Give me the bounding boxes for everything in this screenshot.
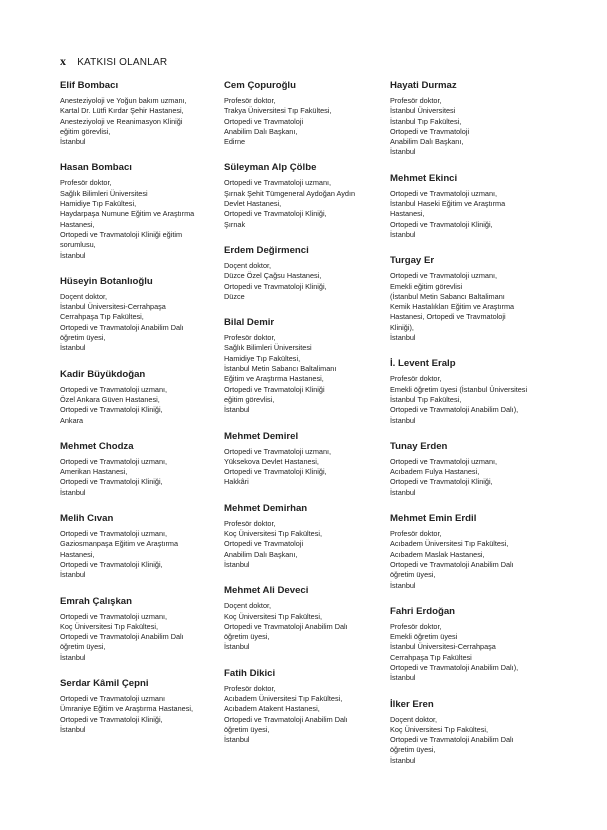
affiliation-line: Ortopedi ve Travmatoloji uzmanı,: [390, 188, 498, 198]
contributor-entry: [224, 317, 389, 415]
affiliation-line: Devlet Hastanesi,: [224, 199, 282, 209]
affiliation-line: Gaziosmanpaşa Eğitim ve Araştırma: [60, 539, 179, 549]
contributor-name: Mehmet Demirel: [224, 430, 299, 442]
affiliation-line: Hastanesi,: [60, 549, 95, 559]
contributor-name: Hüseyin Botanlıoğlu: [60, 275, 153, 287]
affiliation-line: İstanbul: [390, 580, 416, 590]
affiliation-line: İstanbul: [224, 735, 250, 745]
affiliation-line: Sağlık Bilimleri Üniversitesi: [224, 343, 312, 353]
affiliation-line: Trakya Üniversitesi Tıp Fakültesi,: [224, 106, 332, 116]
affiliation-line: İstanbul: [390, 147, 416, 157]
contributor-affiliation: [60, 292, 225, 354]
affiliation-line: Ortopedi ve Travmatoloji Kliniği,: [390, 477, 493, 487]
affiliation-line: İstanbul: [60, 487, 86, 497]
affiliation-line: öğretim üyesi,: [224, 632, 270, 642]
affiliation-line: Ortopedi ve Travmatoloji uzmanı,: [224, 446, 332, 456]
affiliation-line: Emekli öğretim üyesi: [390, 632, 458, 642]
affiliation-line: İstanbul: [390, 755, 416, 765]
affiliation-line: Hastanesi, Ortopedi ve Travmatoloji: [390, 312, 506, 322]
affiliation-line: Ortopedi ve Travmatoloji uzmanı,: [60, 384, 168, 394]
affiliation-line: İstanbul: [224, 405, 250, 415]
affiliation-line: Profesör doktor,: [224, 96, 276, 105]
affiliation-line: Koç Üniversitesi Tıp Fakültesi,: [60, 621, 159, 631]
affiliation-line: Doçent doktor,: [60, 291, 108, 301]
contributor-name: İlker Eren: [390, 698, 434, 710]
affiliation-line: İstanbul: [60, 250, 86, 260]
affiliation-line: Anabilim Dalı Başkanı,: [224, 549, 298, 559]
contributor-entry: [390, 606, 555, 684]
section-title: KATKISI OLANLAR: [77, 57, 168, 68]
affiliation-line: Profesör doktor,: [390, 621, 442, 631]
affiliation-line: İstanbul Tıp Fakültesi,: [390, 116, 462, 126]
affiliation-line: Ortopedi ve Travmatoloji Kliniği,: [60, 477, 163, 487]
affiliation-line: Anesteziyoloji ve Yoğun bakım uzmanı,: [60, 96, 187, 105]
affiliation-line: Amerikan Hastanesi,: [60, 467, 128, 477]
contributor-name: Elif Bombacı: [60, 80, 119, 91]
affiliation-line: Koç Üniversitesi Tıp Fakültesi,: [390, 724, 489, 734]
affiliation-line: Ortopedi ve Travmatoloji: [224, 539, 304, 549]
contributor-affiliation: [390, 374, 555, 425]
affiliation-line: Profesör doktor,: [224, 333, 276, 343]
affiliation-line: Ümraniye Eğitim ve Araştırma Hastanesi,: [60, 704, 194, 714]
contributor-affiliation: [60, 529, 225, 580]
affiliation-line: Hamidiye Tıp Fakültesi,: [224, 353, 301, 363]
contributor-name: Fatih Dikici: [224, 667, 276, 679]
contributor-affiliation: [60, 457, 225, 498]
contributor-affiliation: [224, 519, 389, 570]
contributor-affiliation: [224, 96, 389, 147]
contributor-affiliation: [60, 694, 225, 735]
affiliation-line: İstanbul Üniversitesi-Cerrahpaşa: [390, 642, 496, 652]
contributor-affiliation: [60, 612, 225, 663]
affiliation-line: Ortopedi ve Travmatoloji Anabilim Dalı: [60, 322, 184, 332]
contributor-entry: [390, 173, 555, 240]
affiliation-line: öğretim üyesi,: [60, 642, 106, 652]
contributor-name: Mehmet Ekinci: [390, 172, 458, 184]
affiliation-line: İstanbul: [60, 724, 86, 734]
affiliation-line: Ortopedi ve Travmatoloji: [390, 126, 470, 136]
affiliation-line: Ortopedi ve Travmatoloji uzmanı,: [390, 456, 498, 466]
contributor-affiliation: [390, 457, 555, 498]
affiliation-line: Anabilim Dalı Başkanı,: [390, 137, 464, 147]
contributor-name: Emrah Çalışkan: [60, 595, 132, 607]
affiliation-line: Anabilim Dalı Başkanı,: [224, 126, 298, 136]
affiliation-line: İstanbul: [390, 229, 416, 239]
affiliation-line: Acıbadem Üniversitesi Tıp Fakültesi,: [224, 693, 343, 703]
affiliation-line: Ortopedi ve Travmatoloji Kliniği,: [224, 281, 327, 291]
affiliation-line: Acıbadem Fulya Hastanesi,: [390, 467, 480, 477]
contributor-name: Mehmet Demirhan: [224, 502, 308, 514]
affiliation-line: Cerrahpaşa Tıp Fakültesi: [390, 652, 472, 662]
affiliation-line: İstanbul: [60, 652, 86, 662]
affiliation-line: Acıbadem Atakent Hastanesi,: [224, 704, 320, 714]
affiliation-line: İstanbul: [390, 673, 416, 683]
contributor-name: Fahri Erdoğan: [390, 605, 456, 617]
contributor-name: İ. Levent Eralp: [390, 358, 456, 370]
affiliation-line: Ortopedi ve Travmatoloji Kliniği eğitim: [60, 229, 183, 239]
affiliation-line: Cerrahpaşa Tıp Fakültesi,: [60, 312, 144, 322]
affiliation-line: Şırnak: [224, 219, 246, 229]
contributor-name: Erdem Değirmenci: [224, 244, 309, 256]
affiliation-line: Profesör doktor,: [224, 518, 276, 528]
contributor-entry: [224, 503, 389, 570]
affiliation-line: eğitim görevlisi,: [224, 394, 275, 404]
contributor-name: Bilal Demir: [224, 317, 275, 329]
contributor-name: Serdar Kâmil Çepni: [60, 677, 149, 689]
affiliation-line: Profesör doktor,: [390, 374, 442, 384]
affiliation-line: Kemik Hastalıkları Eğitim ve Araştırma: [390, 302, 515, 312]
running-header: [60, 54, 167, 69]
contributor-affiliation: [390, 189, 555, 240]
affiliation-line: (İstanbul Metin Sabancı Baltalimanı: [390, 291, 505, 301]
contributor-affiliation: [224, 601, 389, 652]
contributor-entry: [224, 162, 389, 229]
affiliation-line: öğretim üyesi,: [390, 745, 436, 755]
affiliation-line: Hakkâri: [224, 477, 249, 487]
affiliation-line: Ortopedi ve Travmatoloji Anabilim Dalı: [224, 714, 348, 724]
affiliation-line: İstanbul Üniversitesi: [390, 106, 456, 116]
affiliation-line: İstanbul: [390, 415, 416, 425]
contributor-entry: [390, 255, 555, 343]
affiliation-line: İstanbul: [224, 559, 250, 569]
affiliation-line: İstanbul: [60, 137, 86, 147]
affiliation-line: Anesteziyoloji ve Reanimasyon Kliniği: [60, 116, 183, 126]
affiliation-line: Ortopedi ve Travmatoloji Kliniği,: [224, 209, 327, 219]
contributor-affiliation: [224, 333, 389, 415]
affiliation-line: Ortopedi ve Travmatoloji Anabilim Dalı: [60, 632, 184, 642]
page-number: x: [60, 54, 67, 68]
contributor-entry: [224, 431, 389, 488]
affiliation-line: eğitim görevlisi,: [60, 126, 111, 136]
contributor-affiliation: [390, 96, 555, 158]
affiliation-line: öğretim üyesi,: [390, 570, 436, 580]
contributor-name: Melih Cıvan: [60, 513, 114, 525]
affiliation-line: Doçent doktor,: [224, 260, 272, 270]
contributor-entry: [60, 678, 225, 735]
affiliation-line: Ortopedi ve Travmatoloji uzmanı,: [60, 611, 168, 621]
affiliation-line: Acıbadem Üniversitesi Tıp Fakültesi,: [390, 539, 509, 549]
contributor-entry: [390, 80, 555, 158]
affiliation-line: Ortopedi ve Travmatoloji Anabilim Dalı),: [390, 662, 519, 672]
affiliation-line: Ortopedi ve Travmatoloji Anabilim Dalı: [390, 735, 514, 745]
affiliation-line: İstanbul Haseki Eğitim ve Araştırma: [390, 199, 506, 209]
affiliation-line: Emekli öğretim üyesi (İstanbul Üniversitesi: [390, 384, 528, 394]
affiliation-line: Ortopedi ve Travmatoloji uzmanı,: [60, 456, 168, 466]
affiliation-line: Hastanesi,: [60, 219, 95, 229]
contributor-entry: [390, 441, 555, 498]
contributor-name: Mehmet Ali Deveci: [224, 585, 309, 597]
affiliation-line: İstanbul: [60, 343, 86, 353]
affiliation-line: Ortopedi ve Travmatoloji: [224, 116, 304, 126]
contributor-entry: [60, 441, 225, 498]
affiliation-line: Sağlık Bilimleri Üniversitesi: [60, 188, 148, 198]
affiliation-line: Doçent doktor,: [224, 601, 272, 611]
affiliation-line: Ortopedi ve Travmatoloji Kliniği,: [60, 559, 163, 569]
affiliation-line: Koç Üniversitesi Tıp Fakültesi,: [224, 529, 323, 539]
affiliation-line: Haydarpaşa Numune Eğitim ve Araştırma: [60, 209, 195, 219]
contributor-affiliation: [224, 261, 389, 302]
contributor-entry: [60, 276, 225, 354]
affiliation-line: Edirne: [224, 137, 246, 147]
affiliation-line: Ortopedi ve Travmatoloji Kliniği,: [60, 714, 163, 724]
affiliation-line: Ortopedi ve Travmatoloji Kliniği,: [224, 467, 327, 477]
contributor-affiliation: [390, 622, 555, 684]
affiliation-line: Profesör doktor,: [60, 178, 112, 188]
affiliation-line: Koç Üniversitesi Tıp Fakültesi,: [224, 611, 323, 621]
affiliation-line: Acıbadem Maslak Hastanesi,: [390, 549, 485, 559]
affiliation-line: İstanbul Üniversitesi-Cerrahpaşa: [60, 302, 166, 312]
contributor-entry: [60, 80, 225, 147]
affiliation-line: Ankara: [60, 415, 84, 425]
affiliation-line: İstanbul Metin Sabancı Baltalimanı: [224, 364, 337, 374]
contributors-column-2: [224, 80, 389, 760]
affiliation-line: İstanbul Tıp Fakültesi,: [390, 394, 462, 404]
contributor-entry: [390, 358, 555, 425]
contributor-entry: [60, 162, 225, 260]
contributor-name: Kadir Büyükdoğan: [60, 368, 146, 380]
contributor-name: Süleyman Alp Çölbe: [224, 162, 317, 174]
contributor-entry: [390, 513, 555, 591]
affiliation-line: Doçent doktor,: [390, 714, 438, 724]
affiliation-line: Ortopedi ve Travmatoloji Kliniği,: [60, 405, 163, 415]
affiliation-line: İstanbul: [224, 642, 250, 652]
affiliation-line: Profesör doktor,: [390, 96, 442, 105]
contributor-entry: [224, 585, 389, 652]
affiliation-line: Düzce Özel Çağsu Hastanesi,: [224, 271, 322, 281]
contributor-affiliation: [224, 178, 389, 229]
affiliation-line: Ortopedi ve Travmatoloji Anabilim Dalı: [390, 559, 514, 569]
affiliation-line: Ortopedi ve Travmatoloji uzmanı,: [390, 271, 498, 281]
affiliation-line: Şırnak Şehit Tümgeneral Aydoğan Aydın: [224, 188, 356, 198]
affiliation-line: sorumlusu,: [60, 240, 96, 250]
affiliation-line: İstanbul: [60, 570, 86, 580]
affiliation-line: Ortopedi ve Travmatoloji Anabilim Dalı),: [390, 405, 519, 415]
contributor-affiliation: [60, 385, 225, 426]
contributors-column-3: [390, 80, 555, 781]
contributor-entry: [60, 596, 225, 663]
contributor-entry: [60, 369, 225, 426]
contributor-entry: [224, 668, 389, 746]
contributor-name: Tunay Erden: [390, 440, 448, 452]
contributors-column-1: [60, 80, 225, 750]
contributor-affiliation: [390, 715, 555, 766]
contributor-affiliation: [224, 684, 389, 746]
affiliation-line: Ortopedi ve Travmatoloji uzmanı,: [224, 178, 332, 188]
contributor-affiliation: [60, 178, 225, 260]
affiliation-line: Emekli eğitim görevlisi: [390, 281, 463, 291]
affiliation-line: Ortopedi ve Travmatoloji Kliniği,: [390, 219, 493, 229]
affiliation-line: Ortopedi ve Travmatoloji uzmanı: [60, 693, 166, 703]
contributor-entry: [390, 699, 555, 766]
affiliation-line: Hamidiye Tıp Fakültesi,: [60, 199, 137, 209]
contributor-name: Hasan Bombacı: [60, 162, 132, 174]
affiliation-line: Hastanesi,: [390, 209, 425, 219]
contributor-affiliation: [60, 96, 225, 147]
affiliation-line: Kliniği),: [390, 322, 414, 332]
affiliation-line: İstanbul: [390, 487, 416, 497]
contributor-entry: [224, 80, 389, 147]
contributor-name: Hayati Durmaz: [390, 80, 457, 91]
affiliation-line: Ortopedi ve Travmatoloji uzmanı,: [60, 529, 168, 539]
contributor-affiliation: [390, 271, 555, 343]
affiliation-line: Düzce: [224, 291, 245, 301]
affiliation-line: Kartal Dr. Lütfi Kırdar Şehir Hastanesi,: [60, 106, 184, 116]
contributor-entry: [60, 513, 225, 580]
affiliation-line: Profesör doktor,: [390, 529, 442, 539]
contributor-affiliation: [390, 529, 555, 591]
contributor-name: Mehmet Emin Erdil: [390, 513, 477, 525]
affiliation-line: öğretim üyesi,: [60, 333, 106, 343]
contributor-affiliation: [224, 447, 389, 488]
contributor-name: Mehmet Chodza: [60, 440, 134, 452]
affiliation-line: Profesör doktor,: [224, 683, 276, 693]
affiliation-line: Yüksekova Devlet Hastanesi,: [224, 456, 319, 466]
affiliation-line: Ortopedi ve Travmatoloji Kliniği: [224, 384, 325, 394]
affiliation-line: öğretim üyesi,: [224, 724, 270, 734]
affiliation-line: Eğitim ve Araştırma Hastanesi,: [224, 374, 324, 384]
affiliation-line: Özel Ankara Güven Hastanesi,: [60, 394, 160, 404]
contributor-name: Turgay Er: [390, 255, 435, 267]
contributor-entry: [224, 245, 389, 302]
affiliation-line: Ortopedi ve Travmatoloji Anabilim Dalı: [224, 621, 348, 631]
affiliation-line: İstanbul: [390, 333, 416, 343]
contributor-name: Cem Çopuroğlu: [224, 80, 296, 91]
